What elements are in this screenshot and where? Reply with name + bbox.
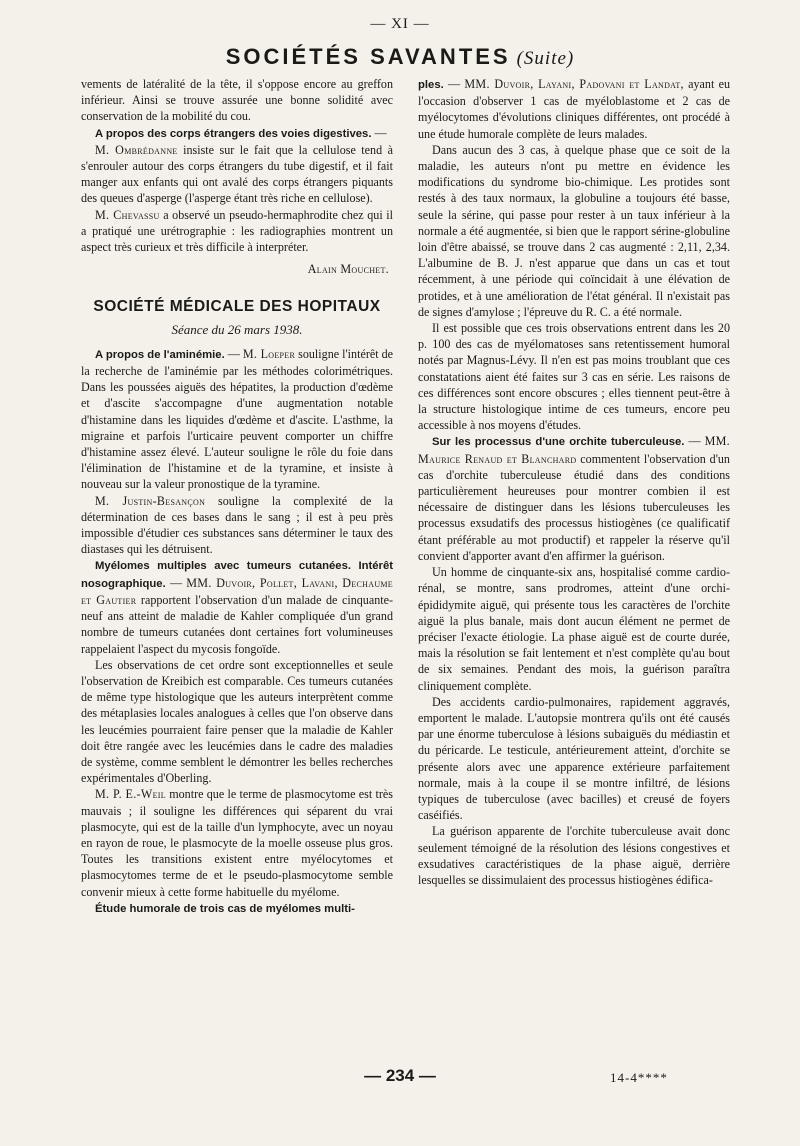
paragraph-text: commentent l'observation d'un cas d'orchite tuberculeuse étudié dans des conditions particulièrement heureuses pour montrer combien il est nécessaire de distinguer dans les lésions tuberculeuses les processus exsudatifs des processus histiogènes (ce qualificatif étant préférable au mot productif) et rappeler la réserve qu'il convient d'apporter avant d'en affirmer la guérison. xyxy=(418,451,730,563)
paragraph-text: a observé un pseudo-hermaphrodite chez qui il a pratiqué une urétrographie : les radiographies montrent un aspect très curieux et très difficile à interpréter. xyxy=(81,207,393,255)
article-title: Sur les processus d'une orchite tuberculeuse. xyxy=(432,436,685,449)
page-number: — 234 — xyxy=(364,1066,436,1085)
left-column xyxy=(81,76,393,917)
article-paragraph: Dans aucun des 3 cas, à quelque phase que ce soit de la maladie, les auteurs n'ont pu mettre en évidence les modifications du syndrome bio-chimique. Les protides sont restés à des taux normaux, la globuline a toujours été basse, seule la sérine, qui passe pour rester à un taux inférieur à la normale a été augmentée, si bien que le rapport sérine-globuline loin d'être abaissé, se trouve dans 2 cas augmenté : 2,11, 2,34. L'albumine de B. J. n'est apparue que dans un cas et tout récemment, à une période qui coïncidait à une élévation de protides, et à une amélioration de l'état général. Il n'existait pas de signes d'amylose ; l'épreuve du R. C. a été normale. xyxy=(418,142,730,319)
dash: — xyxy=(684,434,705,449)
section-heading: SOCIÉTÉ MÉDICALE DES HOPITAUX xyxy=(93,298,381,316)
session-date: Séance du 26 mars 1938. xyxy=(171,321,303,337)
author-name: MM. Maurice Renaud et Blanchard xyxy=(418,434,730,466)
running-title-text: SOCIÉTÉS SAVANTES xyxy=(225,44,511,69)
right-column xyxy=(418,76,730,888)
article-paragraph: Il est possible que ces trois observations entrent dans les 20 p. 100 des cas de myélomatoses sans retentissement humoral notés par Magnus-Lévy. Il n'en est pas moins troublant que ces constatations aient été faites sur 3 cas en série. Les raisons de ces différences sont encore obscures ; elles tiennent peut-être à la structure histologique intime de ces tumeurs, encore peu accessible à nos moyens d'études. xyxy=(418,321,730,433)
article-paragraph: Les observations de cet ordre sont exceptionnelles et seule l'observation de Kreibich est comparable. Ces tumeurs cutanées de même type histologique que les auteurs interprètent comme des métaplasies locales analogues à celles que l'on observe dans les leucémies pourraient faire penser que la maladie de Kahler doit être rangée avec les leucémies dans le cadre des maladies de système, comme semblent le démontrer les belles recherches expérimentales d'Oberling. xyxy=(81,657,393,786)
roman-page-number: — XI — xyxy=(370,16,430,32)
article-paragraph xyxy=(81,557,393,656)
dash: — xyxy=(371,125,387,140)
article-paragraph xyxy=(81,346,393,493)
article-title: A propos des corps étrangers des voies digestives. xyxy=(95,127,372,140)
author-name: M. Ombrédanne xyxy=(95,142,178,157)
article-title: ples. xyxy=(418,79,444,91)
author-name: M. Loeper xyxy=(242,346,296,361)
author-name: M. Justin-Besançon xyxy=(95,493,206,508)
paragraph-text: rapportent l'observation d'un malade de cinquante-neuf ans atteint de maladie de Kahler compliquée d'un grand nombre de tumeurs cutanées dont certaines fort volumineuses rappelaient l'aspect du mycosis fongoïde. xyxy=(81,592,394,656)
paragraph-text: montre que le terme de plasmocytome est très mauvais ; il souligne les différences qui séparent du vrai plasmocyte, qui est de la taille d'un lymphocyte, avec un noyau en rayon de roue, le plasmocyte de la moelle osseuse plus gros. Toutes les transitions existent entre myélocytomes et plasmocytomes terme de et le pseudo-plasmocytome semble convenir mieux à cette forme habituelle du myélome. xyxy=(81,787,393,899)
continuation-paragraph: vements de latéralité de la tête, il s'oppose encore au greffon inférieur. Ainsi se trouve assurée une bonne solidité avec conservation de la mobilité du cou. xyxy=(81,77,393,124)
article-paragraph xyxy=(81,493,393,558)
article-title: Étude humorale de trois cas de myélomes multi- xyxy=(95,902,355,915)
author-name: M. Chevassu xyxy=(95,207,160,222)
article-paragraph xyxy=(418,433,730,564)
article-paragraph xyxy=(81,142,393,207)
article-paragraph xyxy=(418,76,730,142)
article-paragraph xyxy=(81,900,393,917)
article-paragraph: Des accidents cardio-pulmonaires, rapidement aggravés, emportent le malade. L'autopsie montrera qu'ils ont été causés par une énorme tuberculose à lésions subaiguës du médiastin et du péricarde. Le testicule, antérieurement atteint, d'orchite se présente alors avec une apparence extérieure parfaitement normale, mais à la coupe il se montre infiltré, de lésions typiques de tuberculose (avec bacilles) et creusé de foyers caséifiés. xyxy=(418,694,730,823)
paragraph-text: souligne la complexité de la détermination de ces bases dans le sang ; il est à peu près impossible d'étudier ces substances sans déterminer le taux des diastases qui les détruisent. xyxy=(81,493,393,557)
author-name: MM. Duvoir, Pollet, Lavani, Dechaume et Gautier xyxy=(81,575,393,607)
dash: — xyxy=(443,77,465,91)
paragraph-text: insiste sur le fait que la cellulose tend à s'enrouler autour des corps étrangers du tube digestif, et il fait manger aux enfants qui ont avalé des corps étrangers piquants des queues d'asperge (l'asperge étant très riche en cellulose). xyxy=(81,142,394,206)
author-name: MM. Duvoir, Layani, Padovani et Landat, xyxy=(464,77,684,91)
dash: — xyxy=(224,346,243,361)
article-title: A propos de l'aminémie. xyxy=(95,348,225,361)
article-paragraph: La guérison apparente de l'orchite tuberculeuse avait donc seulement témoigné de la résolution des lésions congestives et exsudatives caractéristiques de la phase aiguë, derrière lesquelles se dissimulaient des processus histiogènes édifica- xyxy=(418,824,730,887)
article-title: Myélomes multiples avec tumeurs cutanées. Intérêt nosographique. xyxy=(81,560,393,590)
article-paragraph xyxy=(81,207,393,256)
article-paragraph: Un homme de cinquante-six ans, hospitalisé comme cardio-rénal, se montre, sans prodromes, atteint d'une orchi-épididymite aiguë, qui présente tous les caractères de l'orchite aiguë la plus banale, mais dont aucun élément ne permet de préciser l'exacte étiologie. La phase aiguë est de courte durée, mais la résolution se fait lentement et n'est complète qu'au bout de six semaines. Pendant des mois, la guérison paraîtra cliniquement complète. xyxy=(418,565,730,693)
paragraph-text: souligne l'intérêt de la recherche de l'aminémie par les méthodes colorimétriques. Dans les poussées aiguës des hépatites, la production d'œdème et d'ascite s'accompagne d'une augmentation notable d'histamine dans les liquides d'œdème et d'ascite. L'asthme, la migraine et parfois l'urticaire peuvent comporter un chiffre d'histamine assez élevé. L'auteur souligne le rôle du foie dans l'élimination de l'histamine et de la tyramine, et insiste à nouveau sur la valeur pronostique de la tyramine. xyxy=(81,346,394,492)
running-title xyxy=(0,44,800,70)
dash: — xyxy=(165,575,187,590)
paragraph-text: ayant eu l'occasion d'observer 1 cas de myéloblastome et 2 cas de myélocytomes d'évolutions cliniques différentes, ont procédé à une étude humorale complète de leurs malades. xyxy=(418,77,730,141)
author-name: M. P. E.-Weil xyxy=(95,787,166,802)
article-foreign-bodies-heading xyxy=(81,125,393,142)
printer-signature-mark: 14-4**** xyxy=(610,1070,668,1085)
author-signature: Alain Mouchet. xyxy=(307,262,389,277)
article-paragraph xyxy=(81,786,393,899)
running-title-suffix: (Suite) xyxy=(516,48,575,69)
